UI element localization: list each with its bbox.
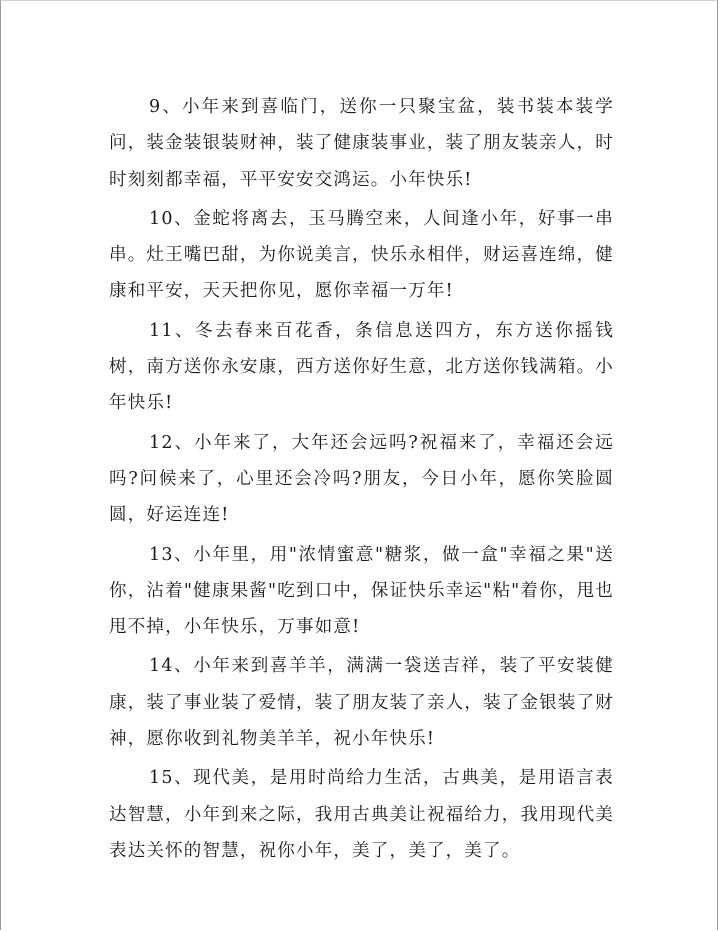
paragraph-11: 11、冬去春来百花香，条信息送四方，东方送你摇钱树，南方送你永安康，西方送你好生意，北方送你钱满箱。小年快乐!: [109, 320, 614, 414]
document-body: [109, 89, 614, 872]
paragraph-10: 10、金蛇将离去，玉马腾空来，人间逢小年，好事一串串。灶王嘴巴甜，为你说美言，快乐永相伴，财运喜连绵，健康和平安，天天把你见，愿你幸福一万年!: [109, 208, 614, 302]
paragraph-12: 12、小年来了，大年还会远吗?祝福来了，幸福还会远吗?问候来了，心里还会冷吗?朋友，今日小年，愿你笑脸圆圆，好运连连!: [109, 432, 614, 526]
paragraph-9: 9、小年来到喜临门，送你一只聚宝盆，装书装本装学问，装金装银装财神，装了健康装事业，装了朋友装亲人，时时刻刻都幸福，平平安安交鸿运。小年快乐!: [109, 97, 614, 190]
paragraph-14: 14、小年来到喜羊羊，满满一袋送吉祥，装了平安装健康，装了事业装了爱情，装了朋友装了亲人，装了金银装了财神，愿你收到礼物美羊羊，祝小年快乐!: [109, 656, 614, 750]
paragraph-15: 15、现代美，是用时尚给力生活，古典美，是用语言表达智慧，小年到来之际，我用古典美让祝福给力，我用现代美表达关怀的智慧，祝你小年，美了，美了，美了。: [109, 768, 614, 861]
paragraph-13: 13、小年里，用"浓情蜜意"糖浆，做一盒"幸福之果"送你，沾着"健康果酱"吃到口中，保证快乐幸运"粘"着你，甩也甩不掉，小年快乐，万事如意!: [109, 544, 614, 638]
